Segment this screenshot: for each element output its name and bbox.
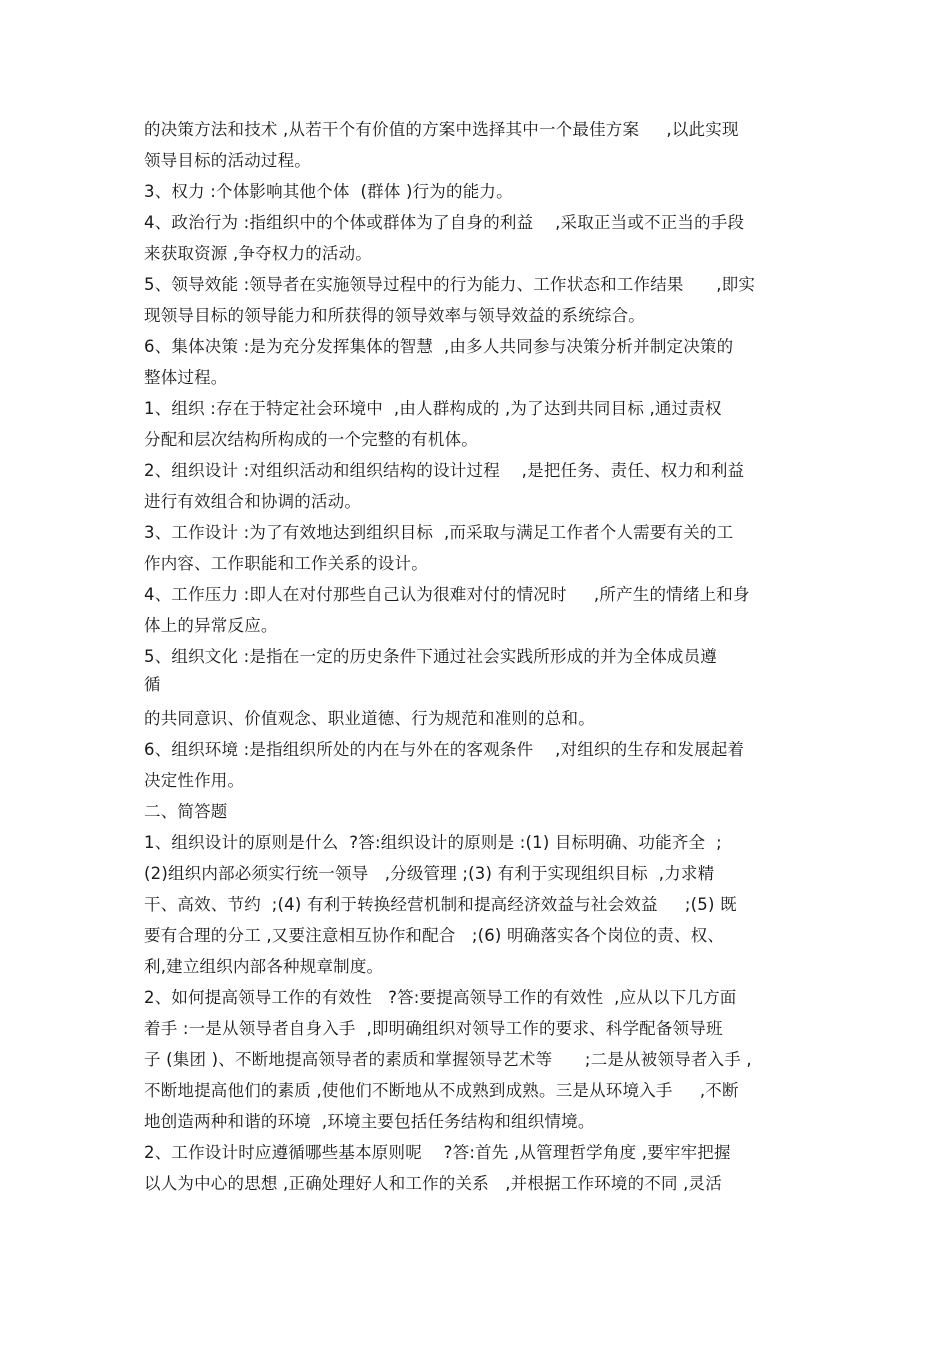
text-line: 领导目标的活动过程。 <box>144 151 311 170</box>
text-line: 要有合理的分工 ,又要注意相互协作和配合 ;(6) 明确落实各个岗位的责、权、 <box>144 926 725 945</box>
text-line: 作内容、工作职能和工作关系的设计。 <box>144 554 428 573</box>
document-body <box>144 114 824 1199</box>
text-line: 分配和层次结构所构成的一个完整的有机体。 <box>144 430 478 449</box>
text-line: 1、组织 :存在于特定社会环境中 ,由人群构成的 ,为了达到共同目标 ,通过责权 <box>144 399 722 418</box>
text-line: 进行有效组合和协调的活动。 <box>144 492 362 511</box>
text-line: (2)组织内部必须实行统一领导 ,分级管理 ;(3) 有利于实现组织目标 ,力求精 <box>144 864 715 883</box>
text-line: 2、如何提高领导工作的有效性 ?答:要提高领导工作的有效性 ,应从以下几方面 <box>144 988 737 1007</box>
text-line: 2、工作设计时应遵循哪些基本原则呢 ?答:首先 ,从管理哲学角度 ,要牢牢把握 <box>144 1143 731 1162</box>
text-line: 3、权力 :个体影响其他个体 (群体 )行为的能力。 <box>144 182 513 201</box>
text-line: 以人为中心的思想 ,正确处理好人和工作的关系 ,并根据工作环境的不同 ,灵活 <box>144 1174 722 1193</box>
text-line: 的共同意识、价值观念、职业道德、行为规范和准则的总和。 <box>144 709 595 728</box>
text-line: 的决策方法和技术 ,从若干个有价值的方案中选择其中一个最佳方案 ,以此实现 <box>144 120 739 139</box>
text-line: 5、组织文化 :是指在一定的历史条件下通过社会实践所形成的并为全体成员遵 <box>144 647 718 666</box>
text-line: 地创造两种和谐的环境 ,环境主要包括任务结构和组织情境。 <box>144 1112 595 1131</box>
section-heading: 二、简答题 <box>144 802 228 821</box>
text-line: 循 <box>144 675 161 694</box>
text-line: 着手 :一是从领导者自身入手 ,即明确组织对领导工作的要求、科学配备领导班 <box>144 1019 723 1038</box>
text-line: 现领导目标的领导能力和所获得的领导效率与领导效益的系统综合。 <box>144 306 645 325</box>
text-line: 6、组织环境 :是指组织所处的内在与外在的客观条件 ,对组织的生存和发展起着 <box>144 740 745 759</box>
text-line: 决定性作用。 <box>144 771 245 790</box>
text-line: 1、组织设计的原则是什么 ?答:组织设计的原则是 :(1) 目标明确、功能齐全 ; <box>144 833 722 852</box>
text-line: 4、工作压力 :即人在对付那些自己认为很难对付的情况时 ,所产生的情绪上和身 <box>144 585 750 604</box>
text-line: 不断地提高他们的素质 ,使他们不断地从不成熟到成熟。三是从环境入手 ,不断 <box>144 1081 739 1100</box>
text-line: 干、高效、节约 ;(4) 有利于转换经营机制和提高经济效益与社会效益 ;(5) 既 <box>144 895 737 914</box>
text-line: 子 (集团 )、不断地提高领导者的素质和掌握领导艺术等 ;二是从被领导者入手 , <box>144 1050 752 1069</box>
text-line: 整体过程。 <box>144 368 228 387</box>
text-line: 6、集体决策 :是为充分发挥集体的智慧 ,由多人共同参与决策分析并制定决策的 <box>144 337 734 356</box>
text-line: 4、政治行为 :指组织中的个体或群体为了自身的利益 ,采取正当或不正当的手段 <box>144 213 745 232</box>
text-line: 利,建立组织内部各种规章制度。 <box>144 957 384 976</box>
text-line: 2、组织设计 :对组织活动和组织结构的设计过程 ,是把任务、责任、权力和利益 <box>144 461 745 480</box>
text-line: 5、领导效能 :领导者在实施领导过程中的行为能力、工作状态和工作结果 ,即实 <box>144 275 756 294</box>
text-line: 体上的异常反应。 <box>144 616 278 635</box>
text-line: 来获取资源 ,争夺权力的活动。 <box>144 244 372 263</box>
text-line: 3、工作设计 :为了有效地达到组织目标 ,而采取与满足工作者个人需要有关的工 <box>144 523 734 542</box>
